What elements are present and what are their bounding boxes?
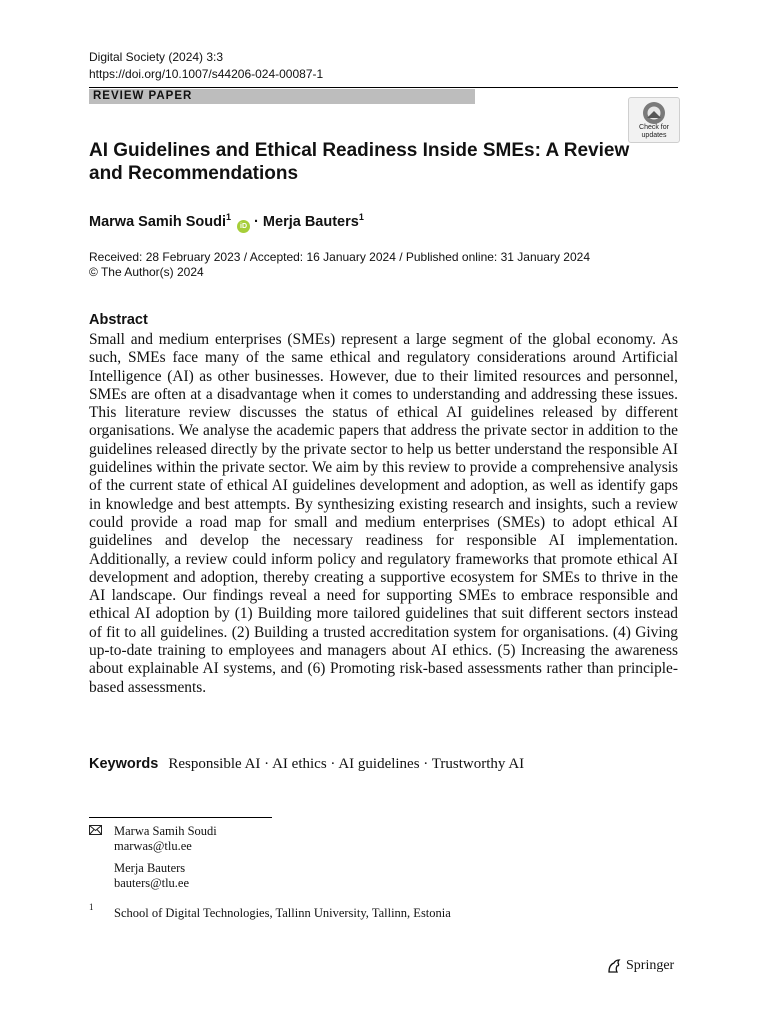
author-email[interactable]: bauters@tlu.ee	[114, 876, 190, 890]
corresponding-author	[114, 824, 217, 854]
affiliation-text: School of Digital Technologies, Tallinn University, Tallinn, Estonia	[114, 906, 451, 920]
abstract-body: Small and medium enterprises (SMEs) represent a large segment of the global economy. As such, SMEs face many of the same ethical and regulatory considerations around Artificial Intelligence (AI) as other businesses. However, due to their limited resources and personnel, SMEs are often at a disadvantage when it comes to understanding and addressing these issues. This literature review discusses the status of ethical AI guidelines released by different organisations. We analyse the academic papers that address the private sector in addition to the guidelines released directly by the private sector to help us better understand the responsible AI guidelines within the private sector. We aim by this review to provide a comprehensive analysis of the current state of ethical AI guidelines development and adoption, as well as identify gaps in knowledge and best attempts. By synthesizing existing research and insights, such a review could provide a road map for small and medium enterprises (SMEs) to adopt ethical AI guidelines and develop the necessary readiness for responsible AI implementation. Additionally, a review could inform policy and regulatory frameworks that promote ethical AI development and adoption, thereby creating a supportive ecosystem for SMEs to thrive in the AI landscape. Our findings reveal a need for supporting SMEs to embrace responsible and ethical AI adoption by (1) Building more tailored guidelines that suit different sectors instead of fit to all guidelines. (2) Building a trusted accreditation system for organisations. (4) Giving up-to-date training to employees and managers about AI ethics. (5) Increasing the awareness about explainable AI systems, and (6) Promoting risk-based assessments rather than principle-based assessments.	[89, 331, 678, 696]
coauthor	[114, 861, 189, 891]
check-for-updates-badge[interactable]	[628, 97, 680, 143]
journal-header	[89, 49, 323, 83]
abstract-heading: Abstract	[89, 312, 148, 328]
author-email[interactable]: marwas@tlu.ee	[114, 839, 192, 853]
journal-citation: Digital Society (2024) 3:3	[89, 50, 224, 64]
check-updates-text: Check for updates	[639, 124, 669, 139]
doi-link[interactable]: https://doi.org/10.1007/s44206-024-00087-1	[89, 67, 324, 81]
copyright-line: © The Author(s) 2024	[89, 265, 204, 279]
author-separator: ·	[250, 214, 263, 230]
keywords-label: Keywords	[89, 756, 159, 772]
history-dates: Received: 28 February 2023 / Accepted: 16 January 2024 / Published online: 31 January 2024	[89, 250, 591, 264]
orcid-icon[interactable]: iD	[237, 220, 250, 233]
author-line	[89, 208, 364, 233]
header-rule	[89, 87, 678, 88]
affiliation-number: 1	[89, 902, 94, 912]
check-updates-icon	[642, 101, 666, 125]
footnote-rule	[89, 817, 272, 818]
keywords-line	[89, 756, 524, 773]
paper-title: AI Guidelines and Ethical Readiness Inside SMEs: A Review and Recommendations	[89, 140, 630, 184]
envelope-icon	[89, 825, 102, 835]
author-name[interactable]: Marwa Samih Soudi	[89, 214, 226, 230]
article-type-label: REVIEW PAPER	[93, 90, 193, 102]
publication-dates	[89, 250, 590, 280]
affiliation-ref: 1	[358, 212, 364, 222]
footnote-author-name: Merja Bauters	[114, 861, 186, 875]
author-name[interactable]: Merja Bauters	[262, 214, 359, 230]
affiliation-ref: 1	[225, 212, 231, 222]
publisher-name: Springer	[626, 958, 675, 973]
springer-horse-icon	[606, 958, 622, 974]
footnote-author-name: Marwa Samih Soudi	[114, 824, 217, 838]
publisher-logo	[606, 958, 674, 974]
keywords-list: Responsible AI · AI ethics · AI guidelines · Trustworthy AI	[168, 756, 525, 772]
